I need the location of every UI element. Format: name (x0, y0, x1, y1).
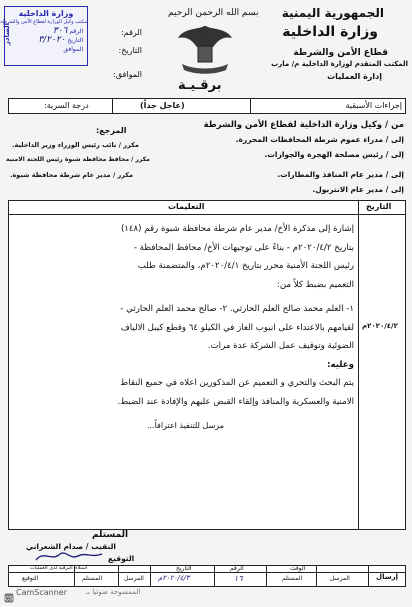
header-number: الرقم (230, 565, 244, 572)
office-title: المكتب المتقدم لوزارة الداخلية م/ مارب (271, 60, 408, 68)
secrecy-label: درجة السرية: (44, 101, 89, 110)
header-date: التاريخ (176, 565, 192, 572)
stamp-office: مكتب وكيل الوزارة لقطاع الأمن والشرطة (0, 19, 87, 25)
paragraph-line: إشارة إلى مذكرة الأخ/ مدير عام شرطة محافظة شبوة رقم (١٤٨) (120, 224, 354, 234)
urgency-label: (عاجل جداً) (140, 101, 185, 110)
stamp-ministry: وزارة الداخلية (18, 9, 74, 18)
svg-text:CS: CS (4, 596, 14, 603)
sub-receiver-ops: المستلم (82, 575, 103, 582)
paragraph-line: يتم البحث والتحري و التعميم عن المذكورين اعلاه في جميع النقاط (120, 378, 354, 388)
ministry-title: وزارة الداخلية (282, 24, 378, 40)
sub-sender: المرسل (330, 575, 350, 582)
sub-signature: التوقيع (22, 575, 39, 582)
sector-title: قطاع الأمن والشرطة (293, 48, 388, 58)
to-line-3: إلى / مدير عام المنافذ والمطارات. (277, 170, 404, 179)
incoming-stamp (0, 6, 88, 66)
previous-actions-label: إجراءات الأسبقية (345, 101, 402, 110)
handwritten-signature-icon (34, 548, 104, 564)
send-label: إرسال (376, 573, 399, 581)
reference-label: المرجع: (96, 126, 127, 135)
stamp-side-label: الصادر (3, 22, 12, 46)
receiver-name: النقيب / صدام الشعراني (26, 542, 116, 551)
paragraph-line: لقيامهم بالاعتداء على انبوب الغاز في الكيلو ٦٤ وقطع كيبل الالياف (120, 322, 354, 333)
sub-sender-ops: المرسل (124, 575, 144, 582)
cc-line-2: مكرر / محافظ محافظة شبوة رئيس اللجنة الامنية (6, 156, 150, 163)
dispatch-number: ١٦ (234, 574, 243, 583)
dept-title: إدارة العمليات (327, 72, 382, 81)
stamp-date: التاريخ ٣/٢٠٢٠ (38, 35, 83, 45)
stamp-correspond: الموافق (63, 46, 83, 53)
receiver-title: المستلم (92, 530, 129, 540)
paragraph-line: الامنية والعسكرية والمنافذ وإلقاء القبض عليهم والإفادة عند الضبط. (117, 396, 354, 407)
camscanner-logo-icon (4, 588, 14, 603)
therefore-heading: وعليه: (327, 359, 354, 370)
instructions-column-header: التعليمات (168, 202, 205, 211)
receiver-signature-label: التوقيع (108, 554, 135, 563)
cc-line-1: مكرر / نائب رئيس الوزراء وزير الداخلية. (12, 141, 139, 149)
camscanner-brand: CamScanner (16, 588, 68, 597)
telegram-title: برقـيـة (178, 78, 222, 93)
paragraph-line: الضوئية وتوقيف عمل الشركة عدة مرات. (207, 341, 354, 351)
header-time: الوقت (290, 565, 306, 572)
date-column-header: التاريخ (366, 202, 392, 211)
to-line-1: إلى / مدراء عموم شرطة المحافظات المحررة. (235, 135, 404, 144)
paragraph-line: مرسل للتنفيذ اعترافاً... (146, 421, 224, 430)
republic-title: الجمهورية اليمنية (281, 6, 384, 20)
yemen-eagle-emblem-icon (174, 20, 236, 78)
date-field-label: التاريخ: (118, 46, 142, 55)
paragraph-line: التعميم بضبط كلاً من: (276, 279, 354, 290)
from-line: من / وكيل وزارة الداخلية لقطاع الأمن والشرطة (203, 120, 404, 130)
correspond-field-label: الموافق: (113, 70, 142, 79)
stamp-number: الرقم ٣٠٦ (52, 26, 83, 36)
instructions-body (14, 220, 354, 436)
sub-receiver: المستلم (282, 575, 303, 582)
dispatch-date: ٢٠٢٠/٤/٣م (158, 574, 190, 582)
instruction-date: ٢٠٢٠/٤/٢م (362, 322, 398, 330)
basmala: بسم الله الرحمن الرحيم (168, 8, 259, 18)
number-field-label: الرقم: (121, 28, 142, 37)
scanner-caption: الممسوحة ضوئيا بـ (86, 588, 141, 596)
paragraph-line: بتاريخ ٢٠٢٠/٤/٢م - بناءً على توجيهات الأخ/ محافظ المحافظة - (133, 242, 354, 253)
header-ops-receipt: استلام البرقية لدى العمليات (30, 565, 88, 571)
to-line-2: إلى / رئيس مصلحة الهجرة والجوازات. (264, 150, 404, 159)
paragraph-line: رئيس اللجنة الأمنية محرر بتاريخ ٢٠٢٠/٤/١م، والمتضمنة طلب (137, 261, 354, 271)
cc-line-3: مكرر / مدير عام شرطة محافظة شبوة. (10, 171, 134, 179)
paragraph-line: ١- العلم محمد صالح العلم الحارثي. ٢- صالح محمد العلم الحارثي - (120, 304, 354, 314)
to-line-4: إلى / مدير عام الانتربول. (312, 185, 404, 194)
